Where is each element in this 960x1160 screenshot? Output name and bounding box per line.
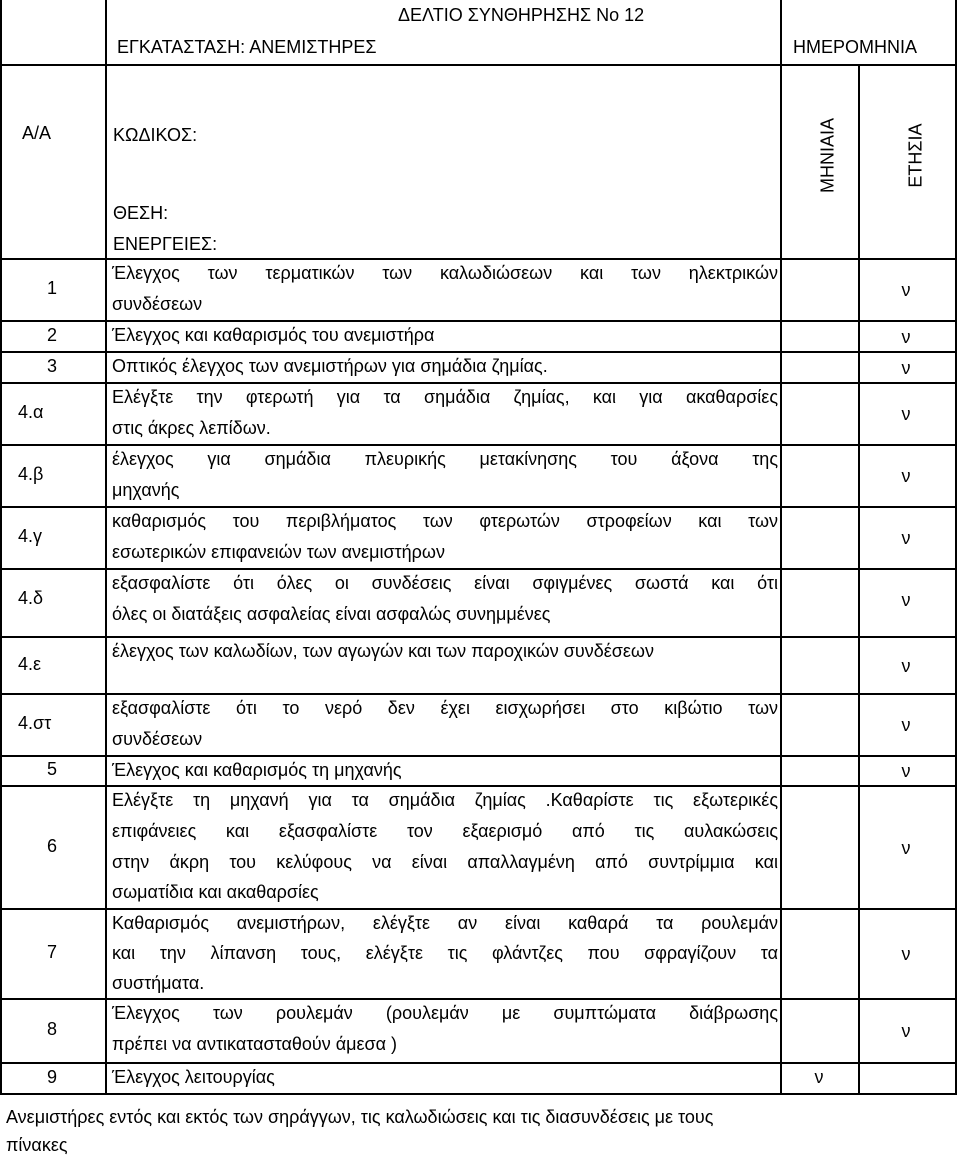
row-description-line: εξασφαλίστε ότι όλες οι συνδέσεις είναι σφιγμένες σωστά και ότι [112,573,778,593]
row-description-line: έλεγχος των καλωδίων, των αγωγών και των παροχικών συνδέσεων [112,641,654,661]
row-description-line: Οπτικός έλεγχος των ανεμιστήρων για σημάδια ζημίας. [112,356,548,376]
annual-check-mark: ν [901,326,911,347]
row-description-line: συνδέσεων [112,294,203,314]
row-description-line: Ελέγξτε την φτερωτή για τα σημάδια ζημίας, και για ακαθαρσίες [112,387,778,407]
row-number: 7 [46,942,57,962]
aa-header: Α/Α [22,123,52,143]
row-number: 5 [46,759,57,779]
annual-check-mark: ν [901,528,911,548]
code-label: ΚΩΔΙΚΟΣ: [113,125,198,145]
col-divider-monthly [780,0,782,1093]
monthly-header: ΜΗΝΙΑΙΑ [817,118,838,194]
row-description-line: εξασφαλίστε ότι το νερό δεν έχει εισχωρήσει στο κιβώτιο των [112,698,778,718]
row-number: 1 [46,278,57,298]
row-number: 3 [46,355,57,376]
row-description-line: συνδέσεων [112,729,203,749]
row-description-line: σωματίδια και ακαθαρσίες [112,882,319,903]
row-divider [0,258,957,260]
row-number: 4.γ [18,526,43,546]
row-description-line: Ελέγξτε τη μηχανή για τα σημάδια ζημίας .Καθαρίστε τις εξωτερικές [112,790,778,810]
row-number: 6 [46,835,57,856]
col-divider-annual [858,66,860,1093]
annual-check-mark: ν [901,466,911,486]
row-divider [0,1093,957,1095]
row-description-line: εσωτερικών επιφανειών των ανεμιστήρων [112,542,445,562]
row-description-line: Έλεγχος και καθαρισμός του ανεμιστήρα [112,325,435,345]
row-description-line: όλες οι διατάξεις ασφαλείας είναι ασφαλώς συνημμένες [112,604,551,624]
row-description-line: μηχανής [112,480,180,500]
row-description-line: Έλεγχος λειτουργίας [112,1067,275,1087]
row-description-line: Έλεγχος και καθαρισμός τη μηχανής [112,760,402,780]
annual-check-mark: ν [901,404,911,424]
row-description-line: συστήματα. [112,973,205,993]
row-number: 2 [46,324,57,345]
annual-check-mark: ν [901,1021,911,1041]
table-left-border [0,0,2,1093]
row-description-line: Έλεγχος των τερματικών των καλωδιώσεων και των ηλεκτρικών [112,263,778,283]
row-number: 4.στ [18,713,52,733]
row-number: 4.α [18,402,44,422]
row-number: 8 [46,1019,57,1039]
annual-check-mark: ν [901,655,911,676]
row-description-line: στις άκρες λεπίδων. [112,418,271,438]
annual-check-mark: ν [901,715,911,735]
monthly-check-mark: ν [814,1066,824,1087]
row-number: 4.δ [18,588,44,608]
row-description-line: πρέπει να αντικατασταθούν άμεσα ) [112,1034,398,1054]
row-description-line: έλεγχος για σημάδια πλευρικής μετακίνησης του άξονα της [112,449,778,469]
installation-label: ΕΓΚΑΤΑΣΤΑΣΗ: ΑΝΕΜΙΣΤΗΡΕΣ [117,37,377,57]
annual-check-mark: ν [901,944,911,964]
header-divider [0,64,957,66]
annual-check-mark: ν [901,357,911,378]
row-description-line: Έλεγχος των ρουλεμάν (ρουλεμάν με συμπτώματα διάβρωσης [112,1003,778,1023]
annual-header: ΕΤΗΣΙΑ [905,123,926,188]
row-description-line: επιφάνειες και εξασφαλίστε τον εξαερισμό από τις αυλακώσεις [112,820,778,841]
row-number: 4.β [18,464,44,484]
row-description-line: και την λίπανση τους, ελέγξτε τις φλάντζες που σφραγίζουν τα [112,943,778,963]
row-description-line: Καθαρισμός ανεμιστήρων, ελέγξτε αν είναι καθαρά τα ρουλεμάν [112,913,778,933]
position-label: ΘΕΣΗ: [113,203,169,223]
footer-line-1: Ανεμιστήρες εντός και εκτός των σηράγγων, τις καλωδιώσεις και τις διασυνδέσεις με τους [6,1107,714,1127]
annual-check-mark: ν [901,761,911,781]
page-title: ΔΕΛΤΙΟ ΣΥΝΘΗΡΗΣΗΣ Νο 12 [398,5,645,25]
annual-check-mark: ν [901,280,911,300]
row-description-line: καθαρισμός του περιβλήματος των φτερωτών στροφείων και των [112,511,778,531]
annual-check-mark: ν [901,837,911,858]
row-number: 4.ε [18,653,42,674]
row-number: 9 [46,1066,57,1087]
footer-line-2: πίνακες [6,1135,68,1155]
row-description-line: στην άκρη του κελύφους να είναι απαλλαγμένη από συντρίμμια και [112,851,778,872]
table-right-border [955,0,957,1093]
annual-check-mark: ν [901,590,911,610]
actions-label: ΕΝΕΡΓΕΙΕΣ: [113,234,218,254]
date-label: ΗΜΕΡΟΜΗΝΙΑ [793,37,918,57]
